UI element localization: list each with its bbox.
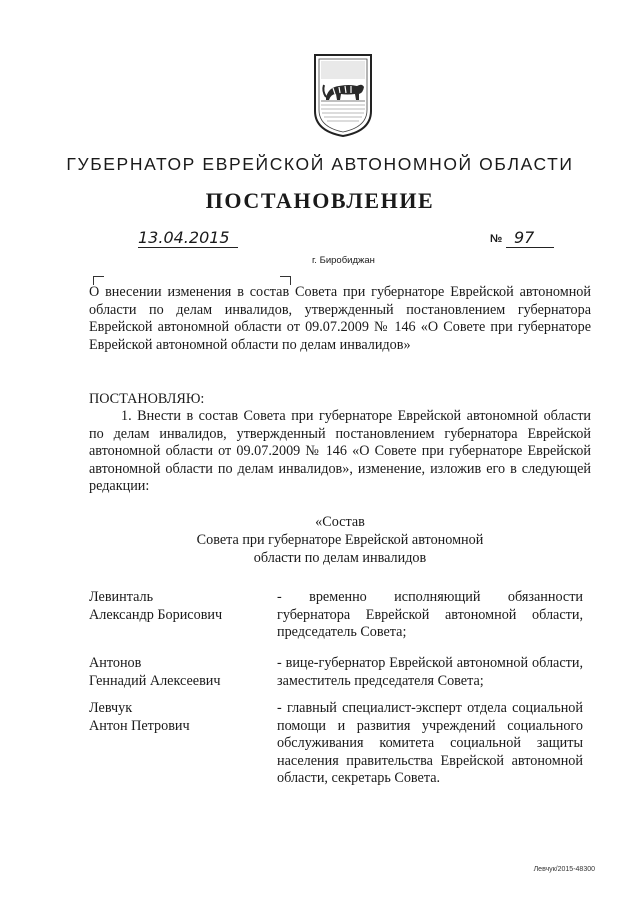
footer-code: Левчук/2015-48300	[533, 866, 595, 873]
city-name: г. Биробиджан	[312, 255, 375, 266]
member-name	[89, 655, 269, 690]
composition-title	[150, 513, 530, 567]
member-given-names: Александр Борисович	[89, 606, 223, 623]
member-name	[89, 700, 269, 735]
document-number: 97	[506, 228, 554, 248]
number-label: №	[490, 233, 503, 245]
composition-title-line-1: «Состав	[315, 514, 365, 530]
member-name	[89, 589, 269, 624]
member-role: - вице-губернатор Еврейской автономной области, заместитель председателя Совета;	[277, 655, 583, 689]
member-surname: Левчук	[89, 700, 133, 716]
member-surname: Левинталь	[89, 589, 154, 605]
document-type-title: ПОСТАНОВЛЕНИЕ	[205, 188, 435, 213]
document-date: 13.04.2015	[138, 228, 238, 248]
member-given-names: Геннадий Алексеевич	[89, 672, 221, 689]
composition-title-line-3: области по делам инвалидов	[253, 550, 427, 566]
composition-title-line-2: Совета при губернаторе Еврейской автономной	[196, 532, 484, 548]
member-role: - главный специалист-эксперт отдела социальной помощи и развития учреждений социального обслуживания комитета социальной защиты населения правительства Еврейской автономной области, секретарь Совета.	[277, 700, 583, 786]
issuer-heading: ГУБЕРНАТОР ЕВРЕЙСКОЙ АВТОНОМНОЙ ОБЛАСТИ	[66, 154, 574, 174]
member-surname: Антонов	[89, 655, 142, 671]
member-role: - временно исполняющий обязанности губернатора Еврейской автономной области, председатель Совета;	[277, 589, 583, 640]
paragraph-1: 1. Внести в состав Совета при губернаторе Еврейской автономной области по делам инвалидов, утвержденный постановлением губернатора Еврейской автономной области от 09.07.2009 № 146 «О Совете при губернаторе Еврейской автономной области по делам инвалидов», изменение, изложив его в следующей редакции:	[89, 408, 591, 494]
coat-of-arms-tiger-icon	[313, 53, 373, 138]
document-subject: О внесении изменения в состав Совета при губернаторе Еврейской автономной области по делам инвалидов, утвержденный постановлением губернатора Еврейской автономной области от 09.07.2009 № 146 «О Совете при губернаторе Еврейской автономной области по делам инвалидов»	[89, 284, 591, 353]
member-given-names: Антон Петрович	[89, 717, 190, 734]
decree-word: ПОСТАНОВЛЯЮ:	[89, 391, 205, 407]
